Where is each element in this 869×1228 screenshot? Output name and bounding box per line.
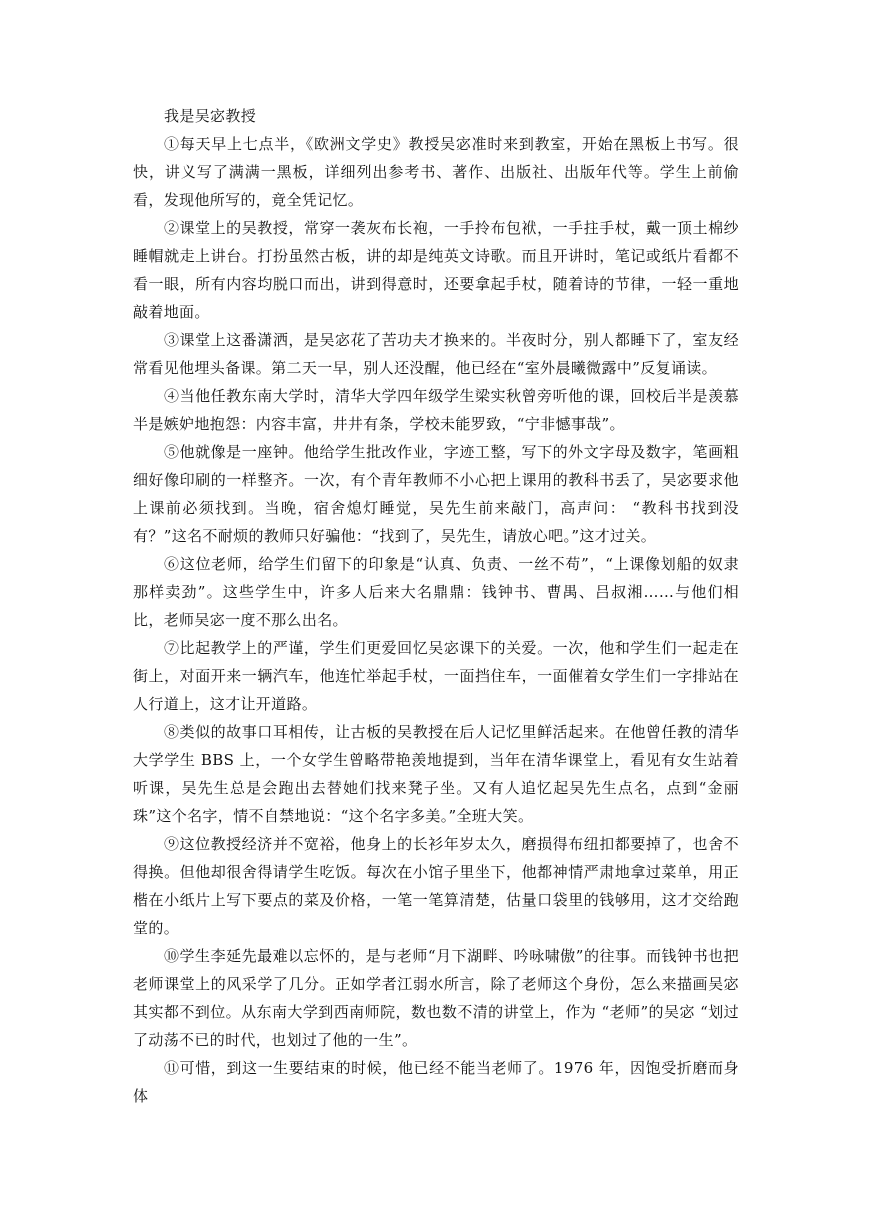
article-title: 我是吴宓教授: [164, 107, 257, 125]
paragraph-7: ⑦比起教学上的严谨，学生们更爱回忆吴宓课下的关爱。一次，他和学生们一起走在街上，对面开来一辆汽车，他连忙举起手杖，一面挡住车，一面催着女学生们一字排站在人行道上，这才让开道路。: [133, 639, 739, 713]
document-body: [133, 102, 739, 1110]
paragraph-6: ⑥这位老师，给学生们留下的印象是“认真、负责、一丝不苟”，“上课像划船的奴隶那样卖劲”。这些学生中，许多人后来大名鼎鼎：钱钟书、曹禺、吕叔湘……与他们相比，老师吴宓一度不那么出名。: [133, 555, 739, 629]
paragraph-2: ②课堂上的吴教授，常穿一袭灰布长袍，一手拎布包袱，一手拄手杖，戴一顶土棉纱睡帽就走上讲台。打扮虽然古板，讲的却是纯英文诗歌。而且开讲时，笔记或纸片看都不看一眼，所有内容均脱口而出，讲到得意时，还要拿起手杖，随着诗的节律，一轻一重地敲着地面。: [133, 219, 739, 321]
paragraph-5: ⑤他就像是一座钟。他给学生批改作业，字迹工整，写下的外文字母及数字，笔画粗细好像印刷的一样整齐。一次，有个青年教师不小心把上课用的教科书丢了，吴宓要求他上课前必须找到。当晚，宿舍熄灯睡觉，吴先生前来敲门，高声问： “教科书找到没有？”这名不耐烦的教师只好骗他：“找到了，吴先生，请放心吧。”这才过关。: [133, 443, 739, 545]
paragraph-11: ⑪可惜，到这一生要结束的时候，他已经不能当老师了。1976 年，因饱受折磨而身体: [133, 1059, 739, 1105]
paragraph-10: ⑩学生李延先最难以忘怀的，是与老师“月下湖畔、吟咏啸傲”的往事。而钱钟书也把老师课堂上的风采学了几分。正如学者江弱水所言，除了老师这个身份，怎么来描画吴宓其实都不到位。从东南大学到西南师院，数也数不清的讲堂上，作为 “老师”的吴宓 “划过了动荡不已的时代，也划过了他的一生”。: [133, 947, 739, 1049]
paragraph-1: ①每天早上七点半，《欧洲文学史》教授吴宓准时来到教室，开始在黑板上书写。很快，讲义写了满满一黑板，详细列出参考书、著作、出版社、出版年代等。学生上前偷看，发现他所写的，竟全凭记忆。: [133, 135, 739, 209]
paragraph-9: ⑨这位教授经济并不宽裕，他身上的长衫年岁太久，磨损得布纽扣都要掉了，也舍不得换。但他却很舍得请学生吃饭。每次在小馆子里坐下，他都神情严肃地拿过菜单，用正楷在小纸片上写下要点的菜及价格，一笔一笔算清楚，估量口袋里的钱够用，这才交给跑堂的。: [133, 835, 739, 937]
paragraph-3: ③课堂上这番潇洒，是吴宓花了苦功夫才换来的。半夜时分，别人都睡下了，室友经常看见他埋头备课。第二天一早，别人还没醒，他已经在“室外晨曦微露中”反复诵读。: [133, 331, 739, 377]
paragraph-4: ④当他任教东南大学时，清华大学四年级学生梁实秋曾旁听他的课，回校后半是羡慕半是嫉妒地抱怨：内容丰富，井井有条，学校未能罗致，“宁非憾事哉”。: [133, 387, 739, 433]
paragraph-8: ⑧类似的故事口耳相传，让古板的吴教授在后人记忆里鲜活起来。在他曾任教的清华大学学生 BBS 上，一个女学生曾略带艳羡地提到，当年在清华课堂上，看见有女生站着听课，吴先生总是会跑出去替她们找来凳子坐。又有人追忆起吴先生点名，点到“金丽珠”这个名字，情不自禁地说：“这个名字多美。”全班大笑。: [133, 723, 739, 825]
